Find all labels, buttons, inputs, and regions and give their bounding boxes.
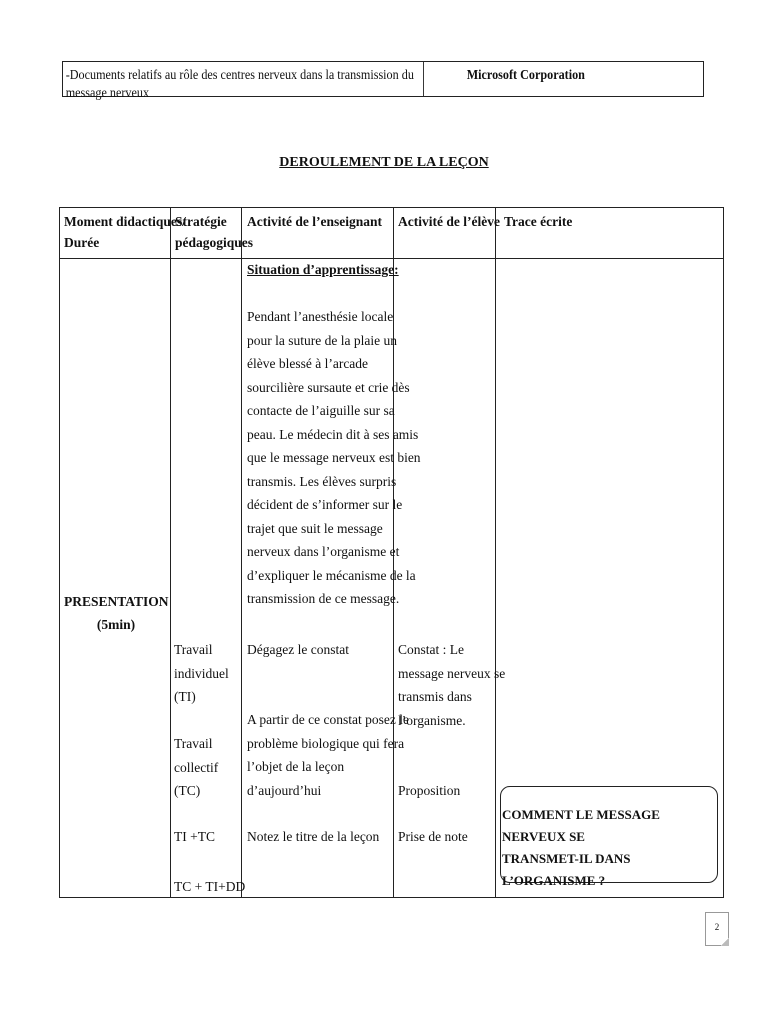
header-eleve: Activité de l’élève (398, 214, 500, 229)
header-enseignant: Activité de l’enseignant (247, 214, 382, 229)
strategie-tc: Travail collectif (TC) (174, 736, 219, 798)
trace-ecrite-text: COMMENT LE MESSAGE NERVEUX SE TRANSMET-IL DANS L’ORGANISME ? (502, 807, 660, 888)
page-number: 2 (705, 912, 729, 946)
situation-text: Pendant l’anesthésie locale pour la suture de la plaie un élève blessé à l’arcade sourcilière sursaute et crie dès contacte de l’aiguille sur sa peau. Le médecin dit à ses amis que le message nerveux est bien transmis. Les élèves surpris décident de s’informer sur le trajet que suit le message nerveux dans l’organisme et d’expliquer le mécanisme de la transmission de ce message. (247, 309, 421, 606)
strategie-ti: Travail individuel (TI) (174, 642, 229, 704)
lesson-table (59, 207, 724, 898)
documents-cell: -Documents relatifs au rôle des centres nerveux dans la transmission du message nerveux (63, 62, 424, 96)
column-moment (60, 208, 171, 897)
publisher-cell: Microsoft Corporation (466, 67, 585, 82)
moment-presentation: PRESENTATION (5min) (64, 594, 169, 632)
reference-table (62, 61, 704, 100)
strategie-ti-tc: TI +TC (174, 829, 215, 844)
eleve-constat: Constat : Le message nerveux se transmis dans l’organisme. (398, 642, 506, 728)
enseignant-titre: Notez le titre de la leçon (247, 829, 380, 844)
strategie-tc-ti-dd: TC + TI+DD (174, 879, 246, 894)
enseignant-constat: Dégagez le constat (247, 642, 349, 657)
section-title: DEROULEMENT DE LA LEÇON (279, 155, 489, 170)
eleve-prise-de-note: Prise de note (398, 829, 468, 844)
situation-title: Situation d’apprentissage: (247, 262, 399, 277)
header-strategie: Stratégie pédagogiques (175, 214, 254, 250)
eleve-proposition: Proposition (398, 783, 461, 798)
enseignant-probleme: A partir de ce constat posez le problème biologique qui fera l’objet de la leçon d’aujourd’hui (247, 712, 409, 798)
header-moment: Moment didactiques/ Durée (64, 214, 186, 250)
header-trace: Trace écrite (504, 214, 573, 229)
